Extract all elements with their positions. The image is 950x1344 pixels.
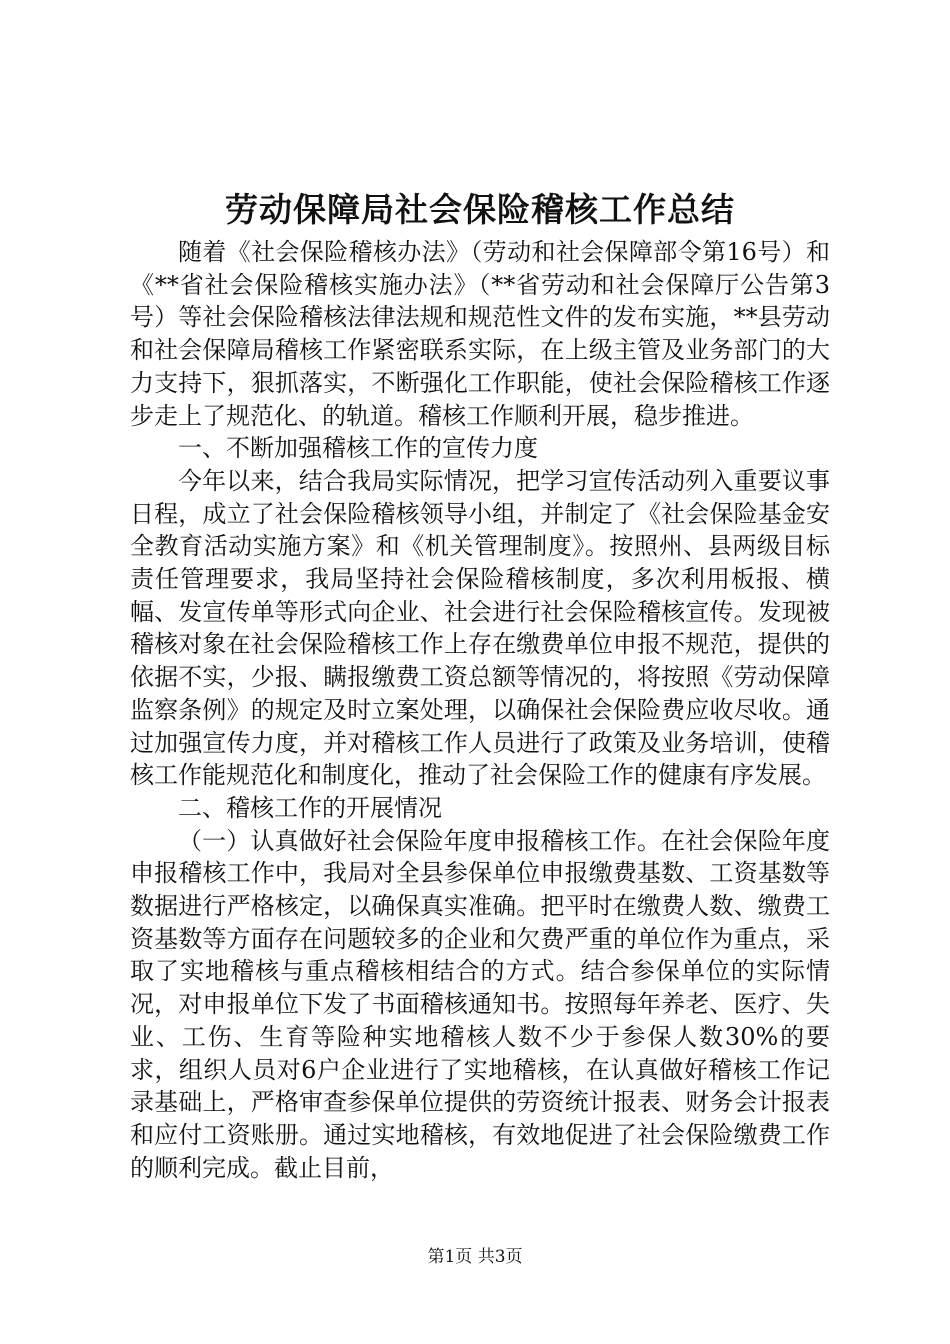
document-body (130, 236, 830, 1184)
paragraph-annual-audit: （一）认真做好社会保险年度申报稽核工作。在社会保险年度申报稽核工作中，我局对全县参保单位申报缴费基数、工资基数等数据进行严格核定，以确保真实准确。把平时在缴费人数、缴费工资基数等方面存在问题较多的企业和欠费严重的单位作为重点，采取了实地稽核与重点稽核相结合的方式。结合参保单位的实际情况，对申报单位下发了书面稽核通知书。按照每年养老、医疗、失业、工伤、生育等险种实地稽核人数不少于参保人数30%的要求，组织人员对6户企业进行了实地稽核，在认真做好稽核工作记录基础上，严格审查参保单位提供的劳资统计报表、财务会计报表和应付工资账册。通过实地稽核，有效地促进了社会保险缴费工作的顺利完成。截止目前， (130, 826, 830, 1182)
paragraph-publicity: 今年以来，结合我局实际情况，把学习宣传活动列入重要议事日程，成立了社会保险稽核领导小组，并制定了《社会保险基金安全教育活动实施方案》和《机关管理制度》。按照州、县两级目标责任管理要求，我局坚持社会保险稽核制度，多次利用板报、横幅、发宣传单等形式向企业、社会进行社会保险稽核宣传。发现被稽核对象在社会保险稽核工作上存在缴费单位申报不规范，提供的依据不实，少报、瞒报缴费工资总额等情况的，将按照《劳动保障监察条例》的规定及时立案处理，以确保社会保险费应收尽收。通过加强宣传力度，并对稽核工作人员进行了政策及业务培训，使稽核工作能规范化和制度化，推动了社会保险工作的健康有序发展。 (130, 466, 830, 790)
section-heading-2: 二、稽核工作的开展情况 (178, 793, 442, 822)
document-title: 劳动保障局社会保险稽核工作总结 (225, 190, 735, 229)
section-heading-1: 一、不断加强稽核工作的宣传力度 (178, 434, 538, 463)
page-number-footer: 第1页 共3页 (427, 1247, 523, 1267)
paragraph-intro: 随着《社会保险稽核办法》（劳动和社会保障部令第16号）和《**省社会保险稽核实施办法》（**省劳动和社会保障厅公告第3号）等社会保险稽核法律法规和规范性文件的发布实施，**县劳动和社会保障局稽核工作紧密联系实际，在上级主管及业务部门的大力支持下，狠抓落实，不断强化工作职能，使社会保险稽核工作逐步走上了规范化、的轨道。稽核工作顺利开展，稳步推进。 (130, 238, 830, 430)
